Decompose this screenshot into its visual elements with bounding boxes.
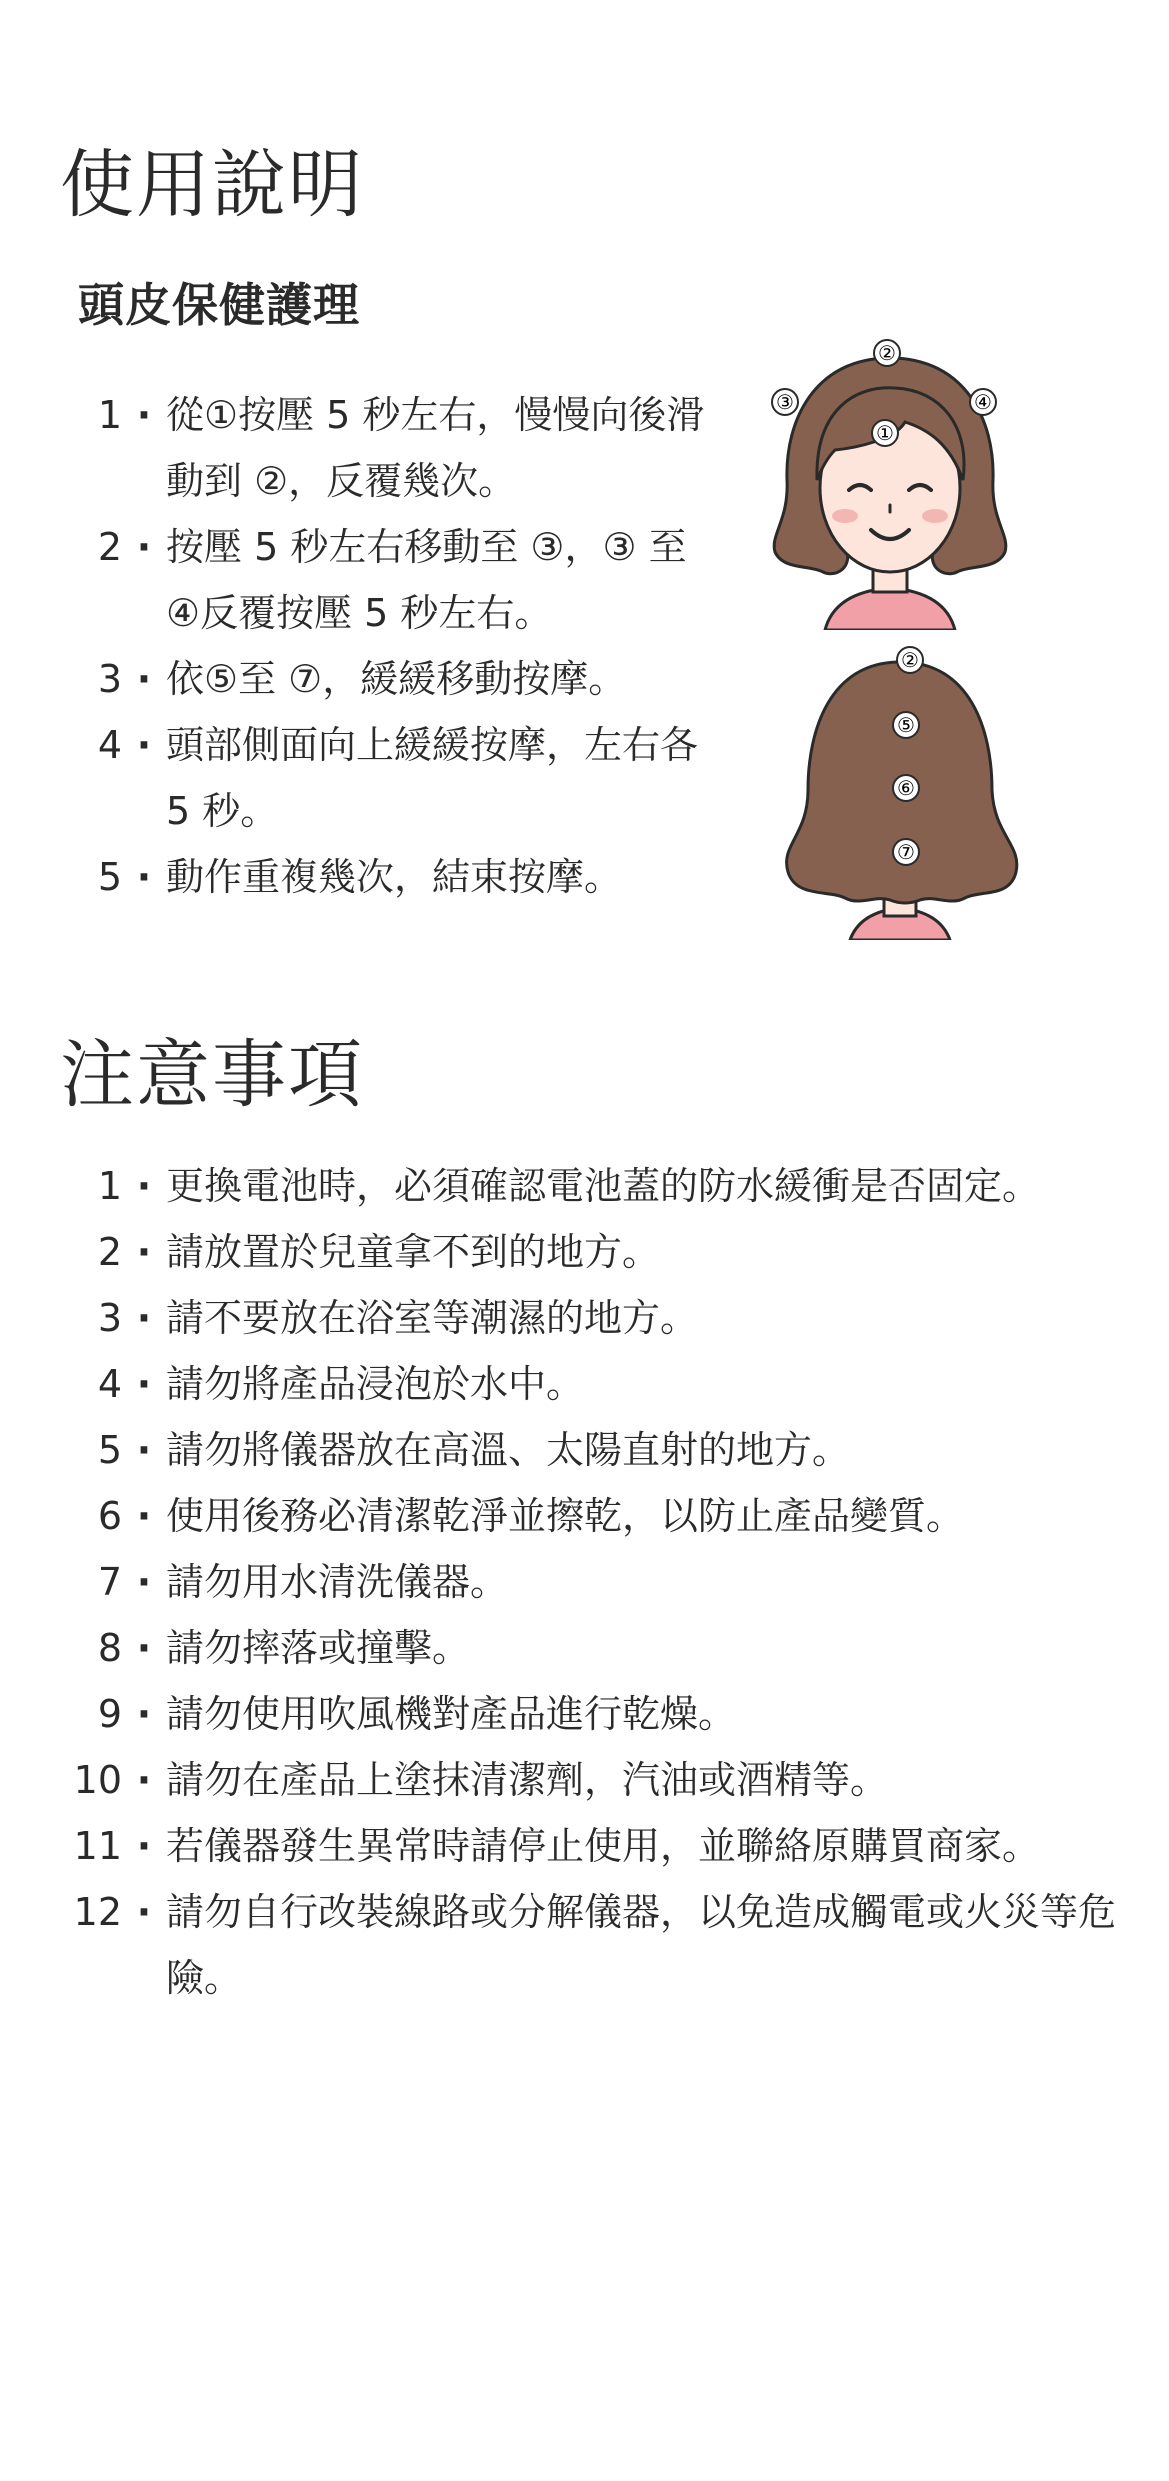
caution-item — [60, 1417, 1140, 1483]
step-number: 4 — [97, 723, 122, 767]
item-text: 請不要放在浴室等潮濕的地方。 — [166, 1296, 699, 1340]
item-text: 請勿將儀器放在高溫、太陽直射的地方。 — [166, 1428, 851, 1472]
item-number: 8 — [97, 1626, 122, 1670]
usage-step — [60, 514, 720, 646]
point-marker — [874, 340, 900, 366]
item-number: 3 — [97, 1296, 122, 1340]
point-marker — [893, 839, 919, 865]
item-text: 若儀器發生異常時請停止使用，並聯絡原購買商家。 — [166, 1824, 1041, 1868]
item-number: 2 — [97, 1230, 122, 1274]
point-label: ② — [878, 341, 896, 365]
caution-item — [60, 1153, 1140, 1219]
caution-item — [60, 1615, 1140, 1681]
point-label: ⑦ — [897, 840, 915, 864]
bullet-separator: · — [136, 525, 152, 569]
item-number: 9 — [97, 1692, 122, 1736]
caution-item — [60, 1813, 1140, 1879]
bullet-separator: · — [136, 393, 152, 437]
usage-step — [60, 646, 720, 712]
caution-item — [60, 1747, 1140, 1813]
point-label: ⑥ — [897, 776, 915, 800]
point-label: ④ — [974, 390, 992, 414]
usage-step — [60, 712, 720, 844]
caution-title: 注意事項 — [60, 1032, 364, 1118]
bullet-separator: · — [136, 1296, 152, 1340]
bullet-separator: · — [136, 1824, 152, 1868]
step-number: 2 — [97, 525, 122, 569]
caution-item — [60, 1549, 1140, 1615]
item-number: 11 — [73, 1824, 122, 1868]
caution-item — [60, 1879, 1140, 2011]
bullet-separator: · — [136, 855, 152, 899]
usage-title: 使用說明 — [60, 142, 364, 228]
item-number: 10 — [73, 1758, 122, 1802]
usage-steps-list — [60, 382, 720, 910]
step-text: 依⑤至 ⑦，緩緩移動按摩。 — [166, 657, 627, 701]
item-text: 使用後務必清潔乾淨並擦乾，以防止產品變質。 — [166, 1494, 965, 1538]
item-number: 7 — [97, 1560, 122, 1604]
bullet-separator: · — [136, 1362, 152, 1406]
item-text: 請勿使用吹風機對產品進行乾燥。 — [166, 1692, 737, 1736]
caution-item — [60, 1351, 1140, 1417]
item-text: 更換電池時，必須確認電池蓋的防水緩衝是否固定。 — [166, 1164, 1041, 1208]
step-number: 1 — [97, 393, 122, 437]
item-text: 請勿摔落或撞擊。 — [166, 1626, 471, 1670]
bullet-separator: · — [136, 1626, 152, 1670]
point-marker — [893, 775, 919, 801]
item-number: 1 — [97, 1164, 122, 1208]
usage-step — [60, 844, 720, 910]
caution-item — [60, 1219, 1140, 1285]
point-label: ① — [876, 421, 894, 445]
shirt-shape — [825, 588, 955, 630]
item-text: 請放置於兒童拿不到的地方。 — [166, 1230, 661, 1274]
bullet-separator: · — [136, 1560, 152, 1604]
step-text: 按壓 5 秒左右移動至 ③，③ 至④反覆按壓 5 秒左右。 — [166, 525, 687, 635]
step-number: 3 — [97, 657, 122, 701]
step-text: 動作重複幾次，結束按摩。 — [166, 855, 623, 899]
item-text: 請勿將產品浸泡於水中。 — [166, 1362, 585, 1406]
caution-item — [60, 1483, 1140, 1549]
scalp-care-subtitle: 頭皮保健護理 — [78, 278, 360, 332]
point-label: ③ — [776, 390, 794, 414]
point-marker — [772, 389, 798, 415]
point-marker — [893, 712, 919, 738]
point-marker — [897, 647, 923, 673]
usage-step — [60, 382, 720, 514]
item-number: 4 — [97, 1362, 122, 1406]
item-text: 請勿自行改裝線路或分解儀器，以免造成觸電或火災等危險。 — [166, 1890, 1117, 2000]
caution-item — [60, 1681, 1140, 1747]
point-marker — [872, 420, 898, 446]
bullet-separator: · — [136, 1428, 152, 1472]
bullet-separator: · — [136, 1164, 152, 1208]
left-cheek — [832, 509, 858, 523]
bullet-separator: · — [136, 1890, 152, 1934]
right-cheek — [922, 509, 948, 523]
bullet-separator: · — [136, 1758, 152, 1802]
step-text: 頭部側面向上緩緩按摩，左右各 5 秒。 — [166, 723, 699, 833]
caution-items-list — [60, 1153, 1140, 2011]
step-number: 5 — [97, 855, 122, 899]
bullet-separator: · — [136, 1230, 152, 1274]
bullet-separator: · — [136, 1692, 152, 1736]
step-text: 從①按壓 5 秒左右，慢慢向後滑動到 ②，反覆幾次。 — [166, 393, 705, 503]
caution-item — [60, 1285, 1140, 1351]
item-text: 請勿用水清洗儀器。 — [166, 1560, 509, 1604]
item-number: 5 — [97, 1428, 122, 1472]
bullet-separator: · — [136, 1494, 152, 1538]
point-marker — [970, 389, 996, 415]
item-number: 12 — [73, 1890, 122, 1934]
item-text: 請勿在產品上塗抹清潔劑，汽油或酒精等。 — [166, 1758, 889, 1802]
bullet-separator: · — [136, 657, 152, 701]
point-label: ⑤ — [897, 713, 915, 737]
front-head-illustration — [745, 330, 1035, 630]
bullet-separator: · — [136, 723, 152, 767]
back-head-illustration — [760, 640, 1040, 940]
point-label: ② — [901, 648, 919, 672]
item-number: 6 — [97, 1494, 122, 1538]
